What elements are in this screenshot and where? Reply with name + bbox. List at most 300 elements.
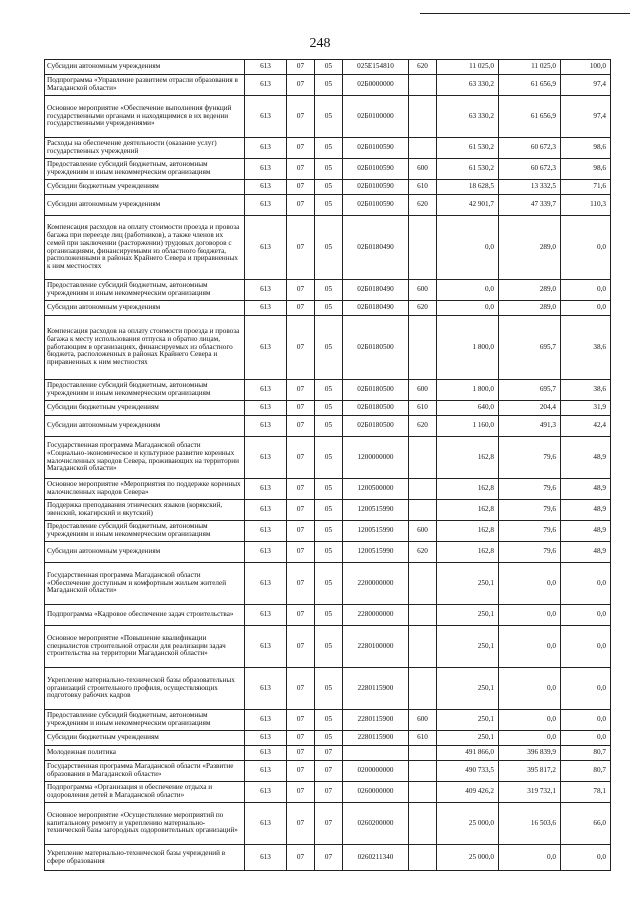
cell-subsection: 05: [315, 731, 343, 746]
cell-target-article: 02Б0180500: [343, 401, 409, 416]
table-row: [45, 782, 611, 803]
cell-ministry: 613: [245, 761, 287, 782]
cell-ministry: 613: [245, 521, 287, 542]
cell-executed: 0,0: [499, 668, 561, 710]
cell-target-article: 02Б0100590: [343, 195, 409, 216]
cell-subsection: 07: [315, 782, 343, 803]
cell-executed: 319 732,1: [499, 782, 561, 803]
cell-ministry: 613: [245, 626, 287, 668]
cell-expense-type: 600: [409, 159, 437, 180]
cell-ministry: 613: [245, 180, 287, 195]
cell-executed: 47 339,7: [499, 195, 561, 216]
cell-ministry: 613: [245, 96, 287, 138]
table-row: [45, 316, 611, 380]
cell-name: Государственная программа Магаданской области «Обеспечение доступным и комфортным жильем жителей Магаданской области»: [45, 563, 245, 605]
cell-name: Предоставление субсидий бюджетным, автономным учреждениям и иным некоммерческим организациям: [45, 521, 245, 542]
cell-subsection: 05: [315, 280, 343, 301]
cell-ministry: 613: [245, 731, 287, 746]
cell-executed: 16 503,6: [499, 803, 561, 845]
cell-name: Предоставление субсидий бюджетным, автономным учреждениям и иным некоммерческим организациям: [45, 380, 245, 401]
cell-subsection: 05: [315, 542, 343, 563]
cell-percent: 0,0: [561, 563, 611, 605]
cell-executed: 60 672,3: [499, 138, 561, 159]
cell-target-article: 02Б0100590: [343, 159, 409, 180]
cell-plan: 490 733,5: [437, 761, 499, 782]
cell-expense-type: [409, 626, 437, 668]
cell-executed: 0,0: [499, 710, 561, 731]
cell-plan: 61 530,2: [437, 138, 499, 159]
cell-target-article: 02Б0180500: [343, 316, 409, 380]
cell-subsection: 05: [315, 605, 343, 626]
cell-plan: 11 025,0: [437, 60, 499, 75]
cell-target-article: 2280115900: [343, 731, 409, 746]
cell-subsection: 05: [315, 96, 343, 138]
cell-ministry: 613: [245, 746, 287, 761]
cell-ministry: 613: [245, 159, 287, 180]
cell-subsection: 05: [315, 75, 343, 96]
cell-percent: 66,0: [561, 803, 611, 845]
cell-name: Укрепление материально-технической базы учреждений в сфере образования: [45, 845, 245, 871]
cell-executed: 79,6: [499, 500, 561, 521]
cell-ministry: 613: [245, 479, 287, 500]
cell-ministry: 613: [245, 605, 287, 626]
page-number: 248: [309, 36, 331, 51]
budget-table: [44, 59, 611, 871]
cell-section: 07: [287, 563, 315, 605]
cell-plan: 250,1: [437, 605, 499, 626]
table-row: [45, 401, 611, 416]
cell-subsection: 05: [315, 60, 343, 75]
cell-percent: 80,7: [561, 746, 611, 761]
cell-target-article: 2280000000: [343, 605, 409, 626]
cell-name: Основное мероприятие «Мероприятия по поддержке коренных малочисленных народов Севера»: [45, 479, 245, 500]
cell-percent: 0,0: [561, 216, 611, 280]
cell-subsection: 07: [315, 761, 343, 782]
cell-executed: 79,6: [499, 521, 561, 542]
cell-expense-type: [409, 845, 437, 871]
cell-subsection: 07: [315, 746, 343, 761]
cell-plan: 162,8: [437, 437, 499, 479]
cell-ministry: 613: [245, 437, 287, 479]
cell-executed: 79,6: [499, 437, 561, 479]
cell-percent: 48,9: [561, 542, 611, 563]
cell-plan: 0,0: [437, 216, 499, 280]
cell-section: 07: [287, 138, 315, 159]
cell-section: 07: [287, 380, 315, 401]
cell-name: Предоставление субсидий бюджетным, автономным учреждениям и иным некоммерческим организациям: [45, 159, 245, 180]
cell-plan: 640,0: [437, 401, 499, 416]
cell-percent: 48,9: [561, 437, 611, 479]
cell-percent: 31,9: [561, 401, 611, 416]
cell-section: 07: [287, 437, 315, 479]
header-rule: [420, 13, 630, 14]
cell-target-article: [343, 746, 409, 761]
table-body: [45, 60, 611, 871]
cell-target-article: 2200000000: [343, 563, 409, 605]
table-row: [45, 159, 611, 180]
cell-plan: 63 330,2: [437, 75, 499, 96]
table-row: [45, 416, 611, 437]
cell-plan: 250,1: [437, 710, 499, 731]
cell-target-article: 1200515990: [343, 542, 409, 563]
cell-name: Субсидии автономным учреждениям: [45, 195, 245, 216]
cell-subsection: 05: [315, 521, 343, 542]
cell-section: 07: [287, 542, 315, 563]
cell-subsection: 05: [315, 626, 343, 668]
cell-subsection: 05: [315, 563, 343, 605]
cell-target-article: 1200515990: [343, 500, 409, 521]
cell-expense-type: 600: [409, 710, 437, 731]
cell-section: 07: [287, 479, 315, 500]
cell-expense-type: [409, 75, 437, 96]
cell-executed: 695,7: [499, 316, 561, 380]
cell-expense-type: 620: [409, 60, 437, 75]
cell-subsection: 05: [315, 416, 343, 437]
table-row: [45, 479, 611, 500]
cell-plan: 0,0: [437, 280, 499, 301]
cell-plan: 250,1: [437, 626, 499, 668]
cell-ministry: 613: [245, 316, 287, 380]
cell-plan: 250,1: [437, 731, 499, 746]
cell-expense-type: [409, 563, 437, 605]
cell-name: Субсидии автономным учреждениям: [45, 301, 245, 316]
cell-expense-type: [409, 138, 437, 159]
cell-ministry: 613: [245, 401, 287, 416]
cell-executed: 60 672,3: [499, 159, 561, 180]
cell-subsection: 05: [315, 668, 343, 710]
cell-section: 07: [287, 500, 315, 521]
cell-percent: 98,6: [561, 159, 611, 180]
cell-plan: 1 800,0: [437, 316, 499, 380]
cell-expense-type: [409, 668, 437, 710]
cell-expense-type: [409, 761, 437, 782]
cell-ministry: 613: [245, 60, 287, 75]
cell-name: Укрепление материально-технической базы образовательных организаций строительного профиля, осуществляющих подготовку рабочих кадров: [45, 668, 245, 710]
cell-subsection: 05: [315, 301, 343, 316]
cell-executed: 396 839,9: [499, 746, 561, 761]
table-row: [45, 216, 611, 280]
table-row: [45, 668, 611, 710]
cell-section: 07: [287, 60, 315, 75]
cell-percent: 78,1: [561, 782, 611, 803]
cell-target-article: 2280115900: [343, 668, 409, 710]
cell-subsection: 07: [315, 803, 343, 845]
cell-expense-type: [409, 605, 437, 626]
cell-executed: 395 817,2: [499, 761, 561, 782]
cell-ministry: 613: [245, 216, 287, 280]
cell-percent: 42,4: [561, 416, 611, 437]
cell-executed: 695,7: [499, 380, 561, 401]
table-row: [45, 195, 611, 216]
cell-expense-type: [409, 216, 437, 280]
cell-name: Предоставление субсидий бюджетным, автономным учреждениям и иным некоммерческим организациям: [45, 280, 245, 301]
table-row: [45, 710, 611, 731]
cell-subsection: 05: [315, 380, 343, 401]
cell-ministry: 613: [245, 301, 287, 316]
cell-executed: 491,3: [499, 416, 561, 437]
cell-name: Основное мероприятие «Осуществление мероприятий по капитальному ремонту и укреплению материально-технической базы загородных оздоровительных организаций»: [45, 803, 245, 845]
cell-section: 07: [287, 180, 315, 195]
cell-expense-type: 620: [409, 542, 437, 563]
table-row: [45, 437, 611, 479]
cell-ministry: 613: [245, 416, 287, 437]
cell-name: Субсидии автономным учреждениям: [45, 542, 245, 563]
cell-ministry: 613: [245, 668, 287, 710]
cell-name: Компенсация расходов на оплату стоимости проезда и провоза багажа при переезде лиц (работников), а также членов их семей при заключении (расторжении) трудовых договоров с организациями, финансируемыми из областного бюджета, расположенными в районах Крайнего Севера и приравненных к ним местностях: [45, 216, 245, 280]
cell-executed: 0,0: [499, 845, 561, 871]
cell-section: 07: [287, 280, 315, 301]
cell-plan: 491 866,0: [437, 746, 499, 761]
cell-expense-type: 600: [409, 380, 437, 401]
cell-expense-type: 600: [409, 280, 437, 301]
cell-name: Государственная программа Магаданской области «Развитие образования в Магаданской области»: [45, 761, 245, 782]
cell-section: 07: [287, 668, 315, 710]
table-row: [45, 180, 611, 195]
cell-subsection: 07: [315, 845, 343, 871]
table-row: [45, 301, 611, 316]
cell-ministry: 613: [245, 138, 287, 159]
table-row: [45, 138, 611, 159]
cell-executed: 11 025,0: [499, 60, 561, 75]
cell-section: 07: [287, 401, 315, 416]
cell-subsection: 05: [315, 195, 343, 216]
cell-expense-type: 620: [409, 416, 437, 437]
cell-executed: 13 332,5: [499, 180, 561, 195]
table-row: [45, 75, 611, 96]
cell-target-article: 02Б0100590: [343, 180, 409, 195]
cell-percent: 48,9: [561, 479, 611, 500]
cell-plan: 61 530,2: [437, 159, 499, 180]
cell-name: Основное мероприятие «Повышение квалификации специалистов строительной отрасли для реализации задач строительства на территории Магаданской области»: [45, 626, 245, 668]
cell-executed: 204,4: [499, 401, 561, 416]
cell-target-article: 1200515990: [343, 521, 409, 542]
cell-plan: 162,8: [437, 479, 499, 500]
cell-section: 07: [287, 216, 315, 280]
cell-plan: 63 330,2: [437, 96, 499, 138]
cell-target-article: 02Б0000000: [343, 75, 409, 96]
cell-ministry: 613: [245, 75, 287, 96]
cell-ministry: 613: [245, 782, 287, 803]
cell-name: Подпрограмма «Управление развитием отрасли образования в Магаданской области»: [45, 75, 245, 96]
cell-section: 07: [287, 75, 315, 96]
cell-section: 07: [287, 96, 315, 138]
cell-name: Субсидии бюджетным учреждениям: [45, 731, 245, 746]
cell-section: 07: [287, 416, 315, 437]
cell-section: 07: [287, 803, 315, 845]
table-row: [45, 845, 611, 871]
cell-target-article: 2280115900: [343, 710, 409, 731]
table-row: [45, 500, 611, 521]
cell-percent: 0,0: [561, 731, 611, 746]
cell-section: 07: [287, 301, 315, 316]
cell-subsection: 05: [315, 479, 343, 500]
cell-executed: 289,0: [499, 216, 561, 280]
cell-subsection: 05: [315, 159, 343, 180]
cell-target-article: 02Б0180500: [343, 380, 409, 401]
cell-target-article: 02Б0100000: [343, 96, 409, 138]
cell-name: Подпрограмма «Кадровое обеспечение задач строительства»: [45, 605, 245, 626]
cell-subsection: 05: [315, 180, 343, 195]
cell-expense-type: [409, 500, 437, 521]
cell-percent: 0,0: [561, 710, 611, 731]
cell-percent: 0,0: [561, 668, 611, 710]
cell-executed: 61 656,9: [499, 75, 561, 96]
cell-name: Субсидии бюджетным учреждениям: [45, 180, 245, 195]
cell-ministry: 613: [245, 563, 287, 605]
table-row: [45, 542, 611, 563]
cell-expense-type: [409, 782, 437, 803]
cell-executed: 79,6: [499, 479, 561, 500]
table-row: [45, 563, 611, 605]
cell-percent: 97,4: [561, 75, 611, 96]
cell-expense-type: [409, 479, 437, 500]
cell-executed: 0,0: [499, 563, 561, 605]
cell-subsection: 05: [315, 138, 343, 159]
cell-target-article: 1200000000: [343, 437, 409, 479]
cell-expense-type: 620: [409, 195, 437, 216]
cell-name: Молодежная политика: [45, 746, 245, 761]
cell-section: 07: [287, 746, 315, 761]
table-row: [45, 605, 611, 626]
cell-name: Основное мероприятие «Обеспечение выполнения функций государственными органами и находящимися в их ведении государственными учреждениями»: [45, 96, 245, 138]
table-row: [45, 521, 611, 542]
cell-subsection: 05: [315, 710, 343, 731]
cell-plan: 1 160,0: [437, 416, 499, 437]
cell-section: 07: [287, 521, 315, 542]
table-row: [45, 626, 611, 668]
cell-subsection: 05: [315, 216, 343, 280]
cell-plan: 18 628,5: [437, 180, 499, 195]
cell-section: 07: [287, 195, 315, 216]
cell-subsection: 05: [315, 500, 343, 521]
cell-target-article: 1200500000: [343, 479, 409, 500]
cell-subsection: 05: [315, 316, 343, 380]
table-row: [45, 803, 611, 845]
cell-section: 07: [287, 626, 315, 668]
table-row: [45, 60, 611, 75]
cell-percent: 38,6: [561, 380, 611, 401]
cell-expense-type: [409, 96, 437, 138]
cell-ministry: 613: [245, 195, 287, 216]
cell-percent: 97,4: [561, 96, 611, 138]
cell-executed: 61 656,9: [499, 96, 561, 138]
cell-plan: 25 000,0: [437, 845, 499, 871]
cell-expense-type: 620: [409, 301, 437, 316]
cell-subsection: 05: [315, 401, 343, 416]
cell-percent: 0,0: [561, 626, 611, 668]
cell-expense-type: 600: [409, 521, 437, 542]
table-row: [45, 96, 611, 138]
cell-expense-type: 610: [409, 401, 437, 416]
cell-expense-type: [409, 803, 437, 845]
cell-percent: 0,0: [561, 845, 611, 871]
cell-executed: 79,6: [499, 542, 561, 563]
table-row: [45, 280, 611, 301]
cell-target-article: 025Е154810: [343, 60, 409, 75]
cell-section: 07: [287, 782, 315, 803]
cell-name: Субсидии автономным учреждениям: [45, 60, 245, 75]
cell-plan: 1 800,0: [437, 380, 499, 401]
cell-percent: 100,0: [561, 60, 611, 75]
cell-plan: 0,0: [437, 301, 499, 316]
cell-section: 07: [287, 761, 315, 782]
table-row: [45, 761, 611, 782]
cell-target-article: 0260000000: [343, 782, 409, 803]
cell-expense-type: [409, 316, 437, 380]
cell-percent: 38,6: [561, 316, 611, 380]
cell-section: 07: [287, 316, 315, 380]
cell-percent: 48,9: [561, 521, 611, 542]
cell-target-article: 2280100000: [343, 626, 409, 668]
cell-percent: 48,9: [561, 500, 611, 521]
cell-plan: 42 901,7: [437, 195, 499, 216]
cell-plan: 162,8: [437, 500, 499, 521]
cell-executed: 289,0: [499, 301, 561, 316]
cell-percent: 98,6: [561, 138, 611, 159]
cell-expense-type: 610: [409, 180, 437, 195]
cell-target-article: 02Б0180500: [343, 416, 409, 437]
cell-ministry: 613: [245, 542, 287, 563]
cell-target-article: 0260211340: [343, 845, 409, 871]
cell-executed: 0,0: [499, 731, 561, 746]
cell-section: 07: [287, 731, 315, 746]
cell-percent: 110,3: [561, 195, 611, 216]
table-row: [45, 731, 611, 746]
cell-percent: 71,6: [561, 180, 611, 195]
cell-name: Государственная программа Магаданской области «Социально-экономическое и культурное развитие коренных малочисленных народов Севера, проживающих на территории Магаданской области»: [45, 437, 245, 479]
cell-name: Субсидии бюджетным учреждениям: [45, 401, 245, 416]
cell-plan: 250,1: [437, 668, 499, 710]
cell-plan: 162,8: [437, 521, 499, 542]
cell-target-article: 0260200000: [343, 803, 409, 845]
cell-plan: 250,1: [437, 563, 499, 605]
table-row: [45, 746, 611, 761]
cell-name: Предоставление субсидий бюджетным, автономным учреждениям и иным некоммерческим организациям: [45, 710, 245, 731]
cell-subsection: 05: [315, 437, 343, 479]
cell-executed: 0,0: [499, 605, 561, 626]
cell-target-article: 02Б0180490: [343, 216, 409, 280]
cell-percent: 0,0: [561, 605, 611, 626]
cell-target-article: 02Б0180490: [343, 280, 409, 301]
cell-percent: 0,0: [561, 301, 611, 316]
cell-name: Компенсация расходов на оплату стоимости проезда и провоза багажа к месту использования отпуска и обратно лицам, работающим в организациях, финансируемых из областного бюджета, расположенных в районах Крайнего Севера и приравненных к ним местностях: [45, 316, 245, 380]
cell-name: Расходы на обеспечение деятельности (оказание услуг) государственных учреждений: [45, 138, 245, 159]
cell-ministry: 613: [245, 500, 287, 521]
table-row: [45, 380, 611, 401]
cell-section: 07: [287, 605, 315, 626]
cell-ministry: 613: [245, 710, 287, 731]
cell-section: 07: [287, 710, 315, 731]
cell-ministry: 613: [245, 280, 287, 301]
cell-plan: 162,8: [437, 542, 499, 563]
cell-executed: 0,0: [499, 626, 561, 668]
cell-target-article: 02Б0180490: [343, 301, 409, 316]
cell-name: Субсидии автономным учреждениям: [45, 416, 245, 437]
cell-expense-type: [409, 437, 437, 479]
cell-plan: 409 426,2: [437, 782, 499, 803]
cell-section: 07: [287, 159, 315, 180]
cell-target-article: 0200000000: [343, 761, 409, 782]
cell-name: Поддержка преподавания этнических языков (корякский, эвенский, юкагирский и якутский): [45, 500, 245, 521]
cell-ministry: 613: [245, 845, 287, 871]
cell-ministry: 613: [245, 803, 287, 845]
cell-target-article: 02Б0100590: [343, 138, 409, 159]
cell-section: 07: [287, 845, 315, 871]
cell-ministry: 613: [245, 380, 287, 401]
cell-plan: 25 000,0: [437, 803, 499, 845]
cell-percent: 80,7: [561, 761, 611, 782]
cell-executed: 289,0: [499, 280, 561, 301]
